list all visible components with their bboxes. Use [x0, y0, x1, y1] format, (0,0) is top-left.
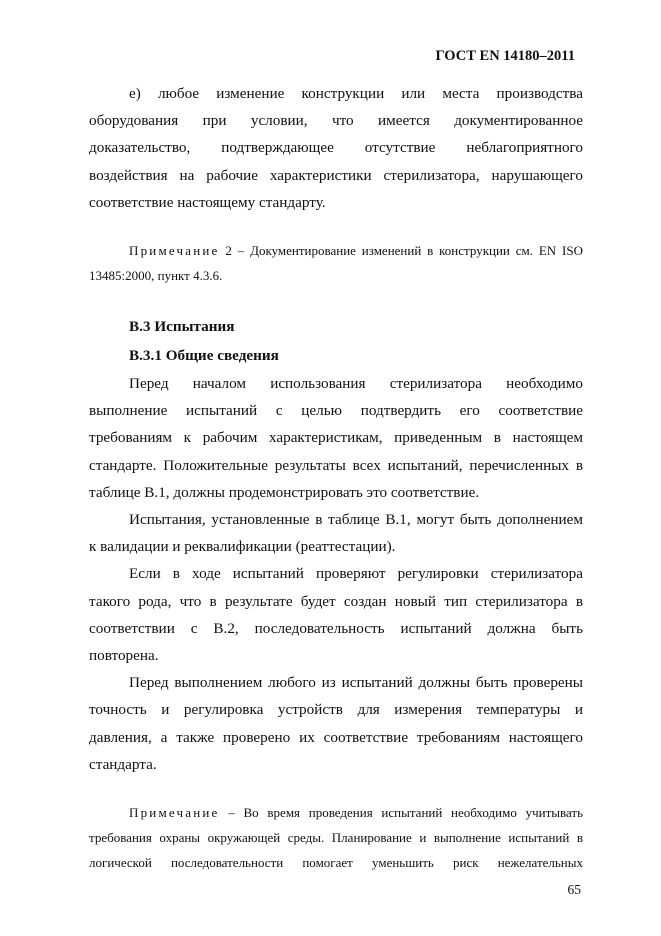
text-line: е) любое изменение конструкции или места производства — [129, 85, 583, 102]
text-line: Если в ходе испытаний проверяют регулировки стерилизатора — [129, 565, 583, 583]
paragraph-3 — [89, 560, 583, 669]
note-line — [89, 800, 583, 825]
note-text: – Во время проведения испытаний необходимо учитывать — [219, 805, 583, 821]
text-line: к валидации и реквалификации (реаттестации). — [89, 538, 396, 556]
text-line: Испытания, установленные в таблице B.1, могут быть дополнением — [129, 511, 583, 529]
note-label: Примечание — [129, 805, 220, 821]
note-last — [89, 800, 583, 875]
note-text: 2 – Документирование изменений в конструкции см. EN ISO — [219, 243, 583, 259]
text-line: точность и регулировка устройств для измерения температуры и — [89, 701, 583, 719]
text-line: стандарта. — [89, 755, 157, 773]
text-line: такого рода, что в результате будет создан новый тип стерилизатора в — [89, 592, 583, 610]
note-line: требования охраны окружающей среды. Планирование и выполнение испытаний в — [89, 830, 583, 846]
text-line: соответствии с B.2, последовательность испытаний должна быть — [89, 619, 583, 637]
paragraph-1 — [89, 370, 583, 506]
text-line: повторена. — [89, 647, 159, 665]
page-number: 65 — [567, 882, 581, 897]
document-code-header: ГОСТ EN 14180–2011 — [435, 48, 575, 64]
section-heading: B.3 Испытания — [129, 318, 235, 336]
text-line: оборудования при условии, что имеется документированное — [89, 112, 583, 130]
note-line: 13485:2000, пункт 4.3.6. — [89, 268, 223, 284]
text-line: Перед выполнением любого из испытаний должны быть проверены — [129, 674, 583, 692]
text-line: таблице B.1, должны продемонстрировать это соответствие. — [89, 483, 480, 501]
text-line: воздействия на рабочие характеристики стерилизатора, нарушающего — [89, 166, 583, 184]
text-line: соответствие настоящему стандарту. — [89, 193, 326, 211]
text-line: выполнение испытаний с целью подтвердить его соответствие — [89, 402, 583, 420]
text-line: давления, а также проверено их соответствие требованиям настоящего — [89, 728, 583, 746]
text-line: доказательство, подтверждающее отсутствие неблагоприятного — [89, 139, 583, 157]
text-line: Перед началом использования стерилизатора необходимо — [129, 375, 583, 393]
text-line: требованиям к рабочим характеристикам, приведенным в настоящем — [89, 429, 583, 447]
subsection-heading: B.3.1 Общие сведения — [129, 347, 279, 365]
note-line — [89, 238, 583, 263]
note-2 — [89, 238, 583, 288]
paragraph-4 — [89, 669, 583, 778]
text-line: стандарте. Положительные результаты всех испытаний, перечисленных в — [89, 456, 583, 474]
paragraph-2 — [89, 506, 583, 560]
note-label: Примечание — [129, 243, 220, 259]
note-line: логической последовательности помогает уменьшить риск нежелательных — [89, 855, 583, 871]
paragraph-e — [89, 80, 583, 216]
page-body — [89, 80, 583, 875]
